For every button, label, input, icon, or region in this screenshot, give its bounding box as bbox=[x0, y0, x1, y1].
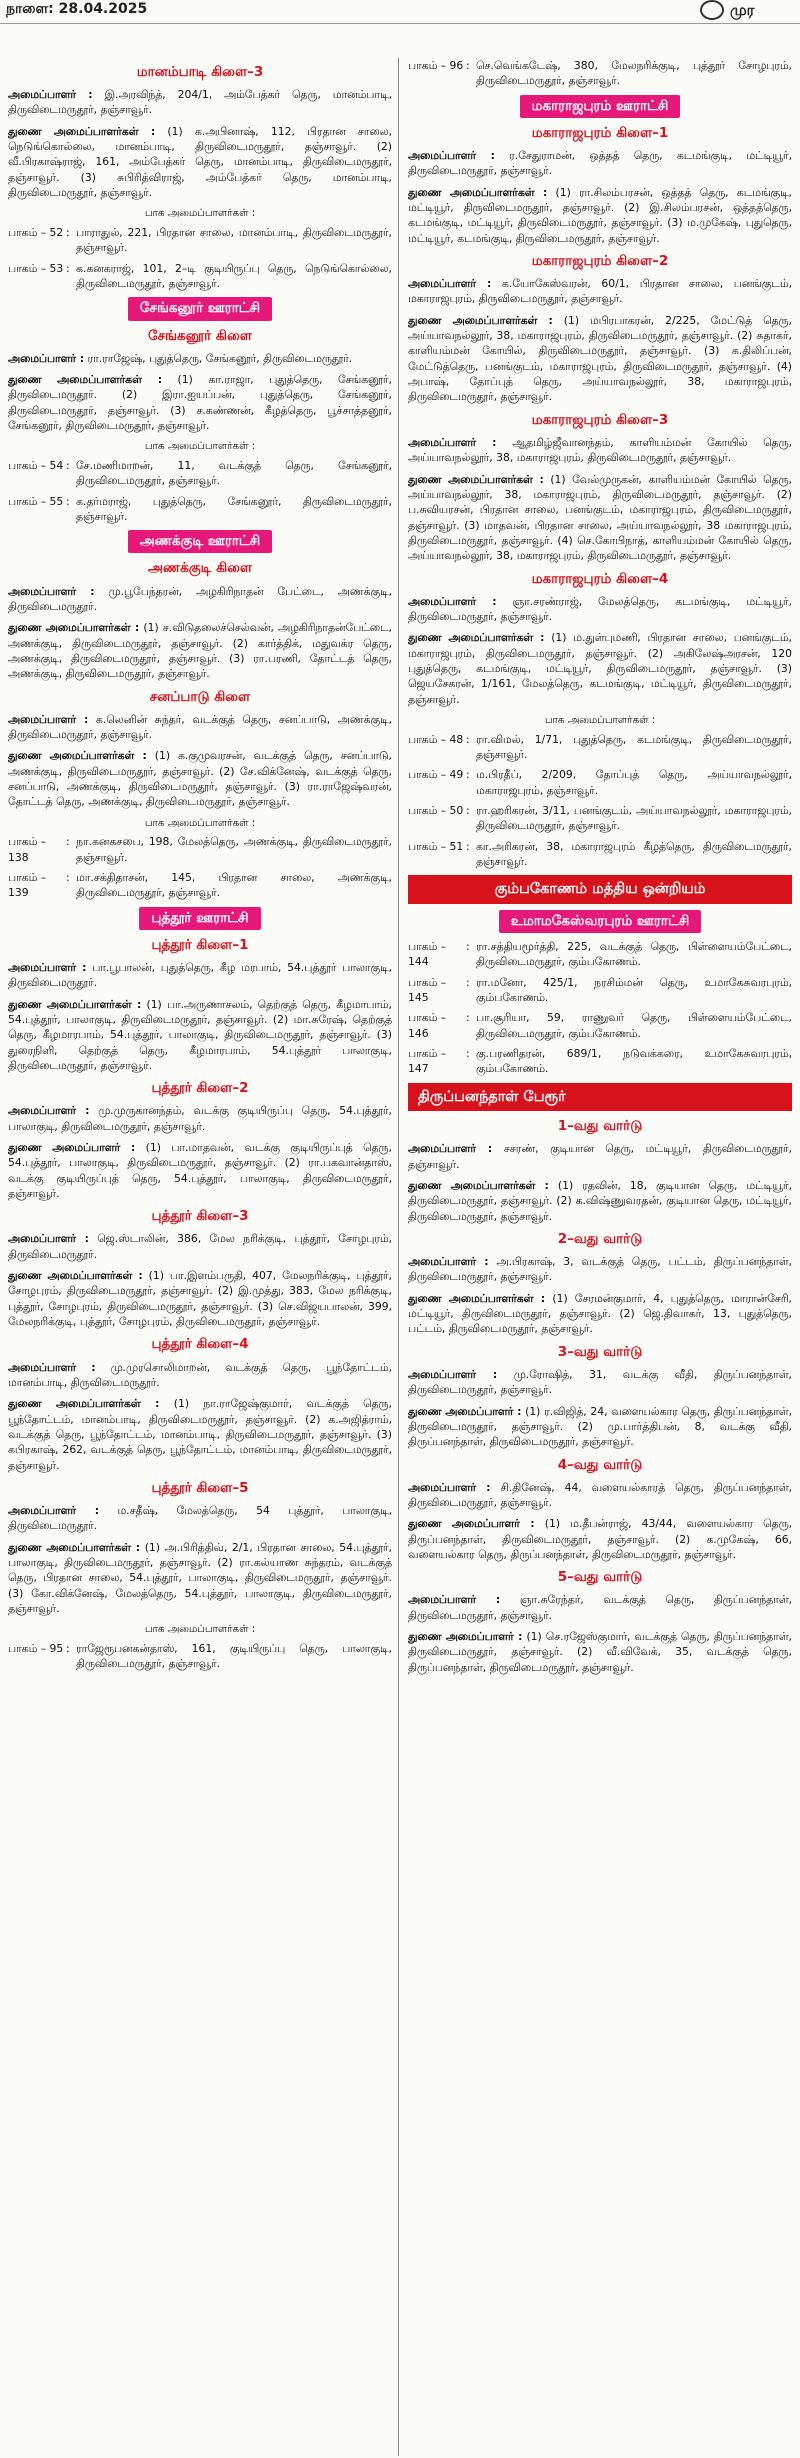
booth-row bbox=[408, 803, 792, 834]
branch-heading: புத்தூர் கிளை–4 bbox=[151, 1336, 249, 1353]
organizer-entry bbox=[408, 1404, 792, 1450]
role-label: அமைப்பாளர் : bbox=[8, 712, 89, 726]
organizer-entry bbox=[8, 997, 392, 1074]
booth-row bbox=[408, 975, 792, 1006]
organizer-entry bbox=[8, 1503, 392, 1534]
panchayat-heading-wrap bbox=[408, 910, 792, 933]
left-column bbox=[8, 58, 392, 2456]
booth-number: பாகம் – 96 bbox=[408, 59, 464, 72]
organizer-entry bbox=[8, 1231, 392, 1262]
booth-organizer-details: ம.பிரதீப், 2/209, தோப்புத் தெரு, அய்யாவநல்லூர், மகாராஜபுரம், தஞ்சாவூர். bbox=[476, 768, 792, 797]
role-label: துணை அமைப்பாளர்கள் : bbox=[8, 1540, 141, 1554]
organizer-details: (1) பா.இளம்பருதி, 407, மேலநரிக்குடி, புத்தூர், சோழபுரம், திருவிடைமருதூர், தஞ்சாவூர். (2) இ.முத்து, 383, மேல நரிக்குடி, புத்தூர், சோழபுரம், திருவிடைமருதூர், தஞ்சாவூர். (3) செ.விஜயபாலன், 399, மேலநரிக்குடி, புத்தூர், சோழபுரம், திருவிடைமருதூர், தஞ்சாவூர். bbox=[8, 1269, 392, 1329]
branch-heading: புத்தூர் கிளை–5 bbox=[151, 1479, 249, 1496]
booth-organizer-details: ரா.சத்தியமூர்த்தி, 225, வடக்குத் தெரு, பிள்ளையம்பேட்டை, திருவிடைமருதூர், கும்பகோணம். bbox=[476, 939, 792, 969]
organizer-details: பா.பூபாலன், புதுத்தெரு, கீழ மரபாம், 54.புத்தூர் பாலாகுடி, திருவிடைமருதூர். bbox=[8, 960, 392, 990]
branch-heading: 4–வது வார்டு bbox=[557, 1456, 643, 1473]
booth-row bbox=[408, 732, 792, 763]
organizer-details: (1) அ.பிரித்திவ், 2/1, பிரதான சாலை, 54.புத்தூர், பாலாகுடி, திருவிடைமருதூர், தஞ்சாவூர். (2) ரா.கல்யாண சுந்தரம், வடக்குத் தெரு, பிரதான சாலை, 54.புத்தூர், பாலாகுடி, திருவிடைமருதூர், தஞ்சாவூர். (3) கோ.விக்னேஷ், மேலத்தெரு, 54.புத்தூர், பாலாகுடி, திருவிடைமருதூர், தஞ்சாவூர். bbox=[8, 1540, 392, 1616]
booth-separator: : bbox=[466, 1011, 470, 1025]
booth-number: பாகம் – 147 bbox=[408, 1046, 447, 1076]
role-label: அமைப்பாளர் : bbox=[408, 435, 497, 449]
role-label: துணை அமைப்பாளர்கள் : bbox=[8, 1397, 160, 1411]
issue-date: நாளை: 28.04.2025 bbox=[6, 1, 148, 17]
organizer-details: சி.தினேஷ், 44, வளையல்காரத் தெரு, திருப்பனந்தாள், திருவிடைமருதூர், தஞ்சாவூர். bbox=[408, 1480, 792, 1509]
organizer-entry bbox=[8, 1396, 392, 1473]
panchayat-heading-wrap bbox=[8, 297, 392, 320]
organizer-entry bbox=[408, 1480, 792, 1511]
branch-heading: புத்தூர் கிளை–3 bbox=[151, 1208, 249, 1225]
organizer-entry bbox=[8, 620, 392, 681]
organizer-details: ர.சேதுராமன், ஒத்தத் தெரு, கடமங்குடி, மட்டியூர், திருவிடைமருதூர், தஞ்சாவூர். bbox=[408, 148, 792, 178]
role-label: அமைப்பாளர் : bbox=[408, 148, 495, 162]
organizer-entry bbox=[408, 1367, 792, 1398]
booth-row bbox=[8, 225, 392, 256]
booth-organizer-details: பாராதுல், 221, பிரதான சாலை, மானம்பாடி, திருவிடைமருதூர், தஞ்சாவூர். bbox=[76, 226, 392, 255]
booth-row bbox=[8, 261, 392, 292]
organizer-details: (1) பா.மாதவன், வடக்கு குடியிருப்புத் தெரு, 54.புத்தூர், பாலாகுடி, திருவிடைமருதூர், தஞ்சாவூர். (2) ரா.பகவான்தாஸ், வடக்கு குடியிருப்புத் தெரு, 54.புத்தூர், பாலாகுடி, திருவிடைமருதூர், தஞ்சாவூர். bbox=[8, 1141, 392, 1200]
booth-row bbox=[8, 870, 392, 901]
booth-row bbox=[8, 458, 392, 489]
role-label: அமைப்பாளர் : bbox=[408, 1367, 498, 1381]
booth-row bbox=[408, 939, 792, 970]
organizer-details: (1) நா.ராஜேஷ்குமார், வடக்குத் தெரு, பூந்தோட்டம், மானம்பாடி, திருவிடைமருதூர், தஞ்சாவூர். (2) க.அஜித்ராம், வடக்குத் தெரு, பூந்தோட்டம், மானம்பாடி, திருவிடைமருதூர், தஞ்சாவூர். (3) கபிரகாஷ், 262, வடக்குத் தெரு, பூந்தோட்டம், மானம்பாடி, திருவிடைமருதூர், தஞ்சாவூர். bbox=[8, 1397, 392, 1472]
organizer-entry bbox=[408, 1629, 792, 1675]
column-divider bbox=[398, 58, 399, 2456]
role-label: துணை அமைப்பாளர்கள் : bbox=[408, 313, 553, 327]
organizer-entry bbox=[408, 1178, 792, 1224]
booth-separator: : bbox=[466, 732, 470, 746]
role-label: அமைப்பாளர் : bbox=[408, 277, 492, 291]
booth-number: பாகம் – 48 bbox=[408, 732, 464, 746]
union-heading: கும்பகோணம் மத்திய ஒன்றியம் bbox=[408, 875, 792, 904]
branch-heading: 5–வது வார்டு bbox=[557, 1569, 643, 1586]
role-label: அமைப்பாளர் : bbox=[8, 1504, 100, 1518]
booth-organizer-details: கா.அரிகரன், 38, மகாராஜபுரம் கீழத்தெரு, திருவிடைமருதூர், தஞ்சாவூர். bbox=[476, 839, 792, 868]
organizer-entry bbox=[408, 1516, 792, 1562]
booth-organizer-details: ராஜேரூபனகன்தாஸ், 161, குடியிருப்பு தெரு, பாலாகுடி, திருவிடைமருதூர், தஞ்சாவூர். bbox=[76, 1641, 392, 1671]
organizer-details: (1) ரா.சிலம்பரசன், ஒத்தத் தெரு, கடமங்குடி, மட்டியூர், திருவிடைமருதூர், தஞ்சாவூர். (2) இ.சிலம்பரசன், ஒத்தத்தெரு, கடமங்குடி, மட்டியூர், திருவிடைமருதூர், தஞ்சாவூர். (3) ம.முகேஷ், புதுதெரு, மட்டியூர், கடமங்குடி, திருவிடைமருதூர், தஞ்சாவூர். bbox=[408, 185, 792, 245]
organizer-entry bbox=[408, 1141, 792, 1172]
role-label: துணை அமைப்பாளர்கள் : bbox=[8, 124, 156, 138]
organizer-entry bbox=[8, 1268, 392, 1329]
organizer-entry bbox=[8, 351, 392, 366]
panchayat-heading-wrap bbox=[8, 907, 392, 930]
role-label: அமைப்பாளர் : bbox=[8, 1360, 96, 1374]
booth-organizer-details: க.தர்மராஜ், புதுத்தெரு, சேங்கனூர், திருவிடைமருதூர், தஞ்சாவூர். bbox=[76, 494, 392, 523]
booth-organizers-subheading: பாக அமைப்பாளர்கள் : bbox=[544, 713, 656, 726]
booth-organizer-details: செ.வெங்கடேஷ், 380, மேலநரிக்குடி, புத்தூர் சோழபுரம், திருவிடைமருதூர், தஞ்சாவூர். bbox=[476, 59, 792, 88]
booth-row bbox=[408, 767, 792, 798]
newspaper-name: முர bbox=[730, 1, 755, 19]
role-label: அமைப்பாளர் : bbox=[8, 1104, 90, 1118]
branch-heading: 3–வது வார்டு bbox=[557, 1343, 643, 1360]
booth-row bbox=[408, 1046, 792, 1077]
organizer-details: (1) வேல்முருகன், காளியம்மன் கோயில் தெரு, அய்யாவநல்லூர், 38, மகாராஜபுரம், திருவிடைமருதூர், தஞ்சாவூர். (2) ப.சுவியரசன், பிரதான சாலை, பனங்குடம், மகாராஜபுரம், திருவிடைமருதூர், தஞ்சாவூர். (3) மாதவன், பிரதான சாலை, அய்யாவநல்லூர், 38 மகாராஜபுரம், திருவிடைமருதூர், தஞ்சாவூர். (4) செ.கோபிநாத், காளியம்மன் கோயில் தெரு, அய்யாவநல்லூர், 38, மகாராஜபுரம், திருவிடைமருதூர், தஞ்சாவூர். bbox=[408, 472, 792, 563]
role-label: துணை அமைப்பாளர்கள் : bbox=[408, 1291, 546, 1305]
booth-organizer-details: பா.சூரியா, 59, ராணுவர் தெரு, பிள்ளையம்பேட்டை, திருவிடைமருதூர், கும்பகோணம். bbox=[476, 1011, 792, 1040]
organizer-entry bbox=[408, 313, 792, 405]
booth-row bbox=[8, 1641, 392, 1672]
organizer-details: (1) ரதவின், 18, குடியான தெரு, மட்டியூர், திருவிடைமருதூர், தஞ்சாவூர். (2) க.விஷ்ணுவரதன், குடியான தெரு, மட்டியூர், திருவிடைமருதூர், தஞ்சாவூர். bbox=[408, 1178, 792, 1223]
organizer-entry bbox=[408, 472, 792, 564]
organizer-entry bbox=[8, 1103, 392, 1134]
organizer-entry bbox=[8, 960, 392, 991]
organizer-details: சசரண், குடியான தெரு, மட்டியூர், திருவிடைமருதூர், தஞ்சாவூர். bbox=[408, 1142, 792, 1171]
organizer-entry bbox=[408, 276, 792, 307]
booth-organizer-details: ரா.ஹரிகரன், 3/11, பனங்குடம், அய்யாவநல்லூர், மகாராஜபுரம், திருவிடைமருதூர், தஞ்சாவூர். bbox=[476, 803, 792, 833]
booth-row bbox=[8, 834, 392, 865]
organizer-details: (1) ம.துள்புமணி, பிரதான சாலை, பனங்குடம், மகாராஜபுரம், திருவிடைமருதூர், தஞ்சாவூர். (2) அகிலேஷ்அரசன், 120 புதுத்தெரு, கடமங்குடி, மட்டியூர், திருவிடைமருதூர், தஞ்சாவூர். (3) ஜெயசேகரன், 1/161, மேலத்தெரு, கடமங்குடி, மட்டியூர், திருவிடைமருதூர், தஞ்சாவூர். bbox=[408, 631, 792, 706]
role-label: அமைப்பாளர் : bbox=[8, 1232, 89, 1246]
booth-number: பாகம் – 144 bbox=[408, 939, 447, 969]
organizer-entry bbox=[8, 748, 392, 809]
booth-organizers-subheading: பாக அமைப்பாளர்கள் : bbox=[144, 1623, 256, 1636]
role-label: அமைப்பாளர் : bbox=[8, 960, 87, 974]
organizer-details: (1) ர.விஜித், 24, வளையல்கார தெரு, திருப்பனந்தாள், திருவிடைமருதூர், தஞ்சாவூர். (2) மு.பார்த்திபன், 8, வடக்கு வீதி, திருப்பனந்தாள், திருவிடைமருதூர், தஞ்சாவூர். bbox=[408, 1404, 792, 1449]
booth-separator: : bbox=[466, 768, 470, 782]
organizer-details: (1) ச.விடுதலைச்செல்வன், அழகிரிநாதன்பேட்டை, அணக்குடி, திருவிடைமருதூர், தஞ்சாவூர். (2) கார்த்திக், மதுவக்ர தெரு, அணக்குடி, திருவிடைமருதூர், தஞ்சாவூர். (3) ரா.பரணி, தோட்டத் தெரு, அணக்குடி, திருவிடைமருதூர், தஞ்சாவூர். bbox=[8, 621, 392, 681]
organizer-entry bbox=[408, 594, 792, 625]
panchayat-heading: உமாமகேஸ்வரபுரம் ஊராட்சி bbox=[499, 910, 702, 933]
organizer-details: (1) சேரமன்குமார், 4, புதுத்தெரு, மாரான்சேரி, மட்டியூர், திருவிடைமருதூர், தஞ்சாவூர். (2) ஜெ.திவாகர், 13, புதுத்தெரு, பட்டம், திருவிடைமருதூர், தஞ்சாவூர். bbox=[408, 1291, 792, 1336]
newspaper-logo-icon bbox=[700, 0, 724, 20]
booth-row bbox=[408, 839, 792, 870]
role-label: துணை அமைப்பாளர்கள் : bbox=[8, 621, 140, 635]
branch-heading: 1–வது வார்டு bbox=[557, 1118, 643, 1135]
booth-organizer-details: நா.கனகசபை, 198, மேலத்தெரு, அணக்குடி, திருவிடைமருதூர், தஞ்சாவூர். bbox=[76, 835, 392, 864]
booth-organizers-subheading: பாக அமைப்பாளர்கள் : bbox=[144, 816, 256, 829]
role-label: அமைப்பாளர் : bbox=[408, 1593, 501, 1607]
booth-number: பாகம் – 145 bbox=[408, 975, 447, 1004]
booth-separator: : bbox=[466, 939, 470, 953]
booth-separator: : bbox=[466, 839, 470, 853]
booth-organizer-details: மா.சக்திதாசன், 145, பிரதான சாலை, அணக்குடி, திருவிடைமருதூர், தஞ்சாவூர். bbox=[76, 870, 392, 900]
organizer-details: க.லெனின் சுந்தர், வடக்குத் தெரு, சனப்பாடு, அணக்குடி, திருவிடைமருதூர், தஞ்சாவூர். bbox=[8, 712, 392, 742]
booth-number: பாகம் – 55 bbox=[8, 494, 64, 508]
panchayat-heading: புத்தூர் ஊராட்சி bbox=[139, 907, 260, 930]
organizer-details: ரா.ராஜேஷ், புதுத்தெரு, சேங்கனூர், திருவிடைமருதூர். bbox=[84, 351, 353, 365]
organizer-details: (1) பா.அருணாசலம், தெற்குத் தெரு, கீழமாபாம், 54.புத்தூர், பாலாகுடி, திருவிடைமருதூர், தஞ்சாவூர். (2) மா.சுரேஷ், தெற்குத் தெரு, கீழமாரபாம், 54.புத்தூர், பாலாகுடி, திருவிடைமருதூர், தஞ்சாவூர். (3) துரைநிளி, தெற்குத் தெரு, கீழமாரபாம், 54.புத்தூர் பாலாகுடி, திருவிடைமருதூர், தஞ்சாவூர். bbox=[8, 997, 392, 1072]
role-label: அமைப்பாளர் : bbox=[408, 594, 497, 608]
booth-separator: : bbox=[66, 494, 70, 508]
organizer-entry bbox=[8, 87, 392, 118]
organizer-details: ஞா.சுரேந்தர், வடக்குத் தெரு, திருப்பனந்தாள், திருவிடைமருதூர், தஞ்சாவூர். bbox=[408, 1593, 792, 1622]
organizer-entry bbox=[408, 148, 792, 179]
role-label: துணை அமைப்பாளர்கள் : bbox=[8, 373, 163, 387]
booth-organizers-subheading: பாக அமைப்பாளர்கள் : bbox=[144, 207, 256, 220]
branch-heading: அணக்குடி கிளை bbox=[147, 560, 253, 577]
branch-heading: மகாராஜபுரம் கிளை–4 bbox=[531, 570, 669, 587]
role-label: துணை அமைப்பாளர் : bbox=[408, 1630, 523, 1644]
branch-heading: 2–வது வார்டு bbox=[557, 1230, 643, 1247]
panchayat-heading-wrap bbox=[8, 530, 392, 553]
booth-row bbox=[8, 494, 392, 525]
role-label: துணை அமைப்பாளர் : bbox=[408, 1517, 535, 1531]
panchayat-heading: மகாராஜபுரம் ஊராட்சி bbox=[520, 95, 681, 118]
organizer-entry bbox=[8, 124, 392, 201]
booth-separator: : bbox=[466, 59, 470, 72]
booth-separator: : bbox=[466, 1046, 470, 1060]
organizer-details: மு.பூபேந்தரன், அழகிரிநாதன் பேட்டை, அணக்குடி, திருவிடைமருதூர். bbox=[8, 584, 392, 613]
role-label: அமைப்பாளர் : bbox=[408, 1480, 491, 1494]
role-label: துணை அமைப்பாளர்கள் : bbox=[408, 1178, 549, 1192]
branch-heading: மகாராஜபுரம் கிளை–2 bbox=[531, 252, 669, 269]
role-label: துணை அமைப்பாளர் : bbox=[8, 1141, 136, 1154]
organizer-entry bbox=[408, 1254, 792, 1285]
booth-separator: : bbox=[66, 226, 70, 240]
booth-organizer-details: க.கனகராஜ், 101, 2–டி குடியிருப்பு தெரு, நெடுங்கொல்லை, திருவிடைமருதூர், தஞ்சாவூர். bbox=[76, 261, 392, 291]
organizer-details: (1) கா.ராஜா, புதுத்தெரு, சேங்கனூர், திருவிடைமருதூர். (2) இரா.ஐயப்பன், புதுத்தெரு, சேங்கனூர், திருவிடைமருதூர், தஞ்சாவூர். (3) ச.கண்ணன், கீழத்தெரு, பூச்சாத்தனூர், சேங்கனூர், திருவிடைமருதூர், தஞ்சாவூர். bbox=[8, 373, 392, 432]
organizer-details: (1) ம.தீபன்ராஜ், 43/44, வளையல்கார தெரு, திருப்பனந்தாள், திருவிடைமருதூர், தஞ்சாவூர். (2) க.முகேஷ், 66, வளையல்கார தெரு, திருப்பனந்தாள், திருவிடைமருதூர், தஞ்சாவூர். bbox=[408, 1517, 792, 1561]
organizer-details: ஞா.சரண்ராஜ், மேலத்தெரு, கடமங்குடி, மட்டியூர், திருவிடைமருதூர், தஞ்சாவூர். bbox=[408, 594, 792, 623]
organizer-entry bbox=[8, 1360, 392, 1391]
organizer-details: க.யோகேஸ்வரன், 60/1, பிரதான சாலை, பனங்குடம், மகாராஜபுரம், திருவிடைமருதூர், தஞ்சாவூர். bbox=[408, 277, 792, 306]
branch-heading: மகாராஜபுரம் கிளை–3 bbox=[531, 411, 669, 428]
booth-number: பாகம் – 51 bbox=[408, 839, 464, 853]
booth-number: பாகம் – 138 bbox=[8, 835, 47, 864]
booth-separator: : bbox=[66, 870, 70, 884]
branch-heading: சேங்கனூர் கிளை bbox=[148, 327, 252, 344]
booth-organizer-details: ரா.மனோ, 425/1, நரசிம்மன் தெரு, உமாகேசுவரபுரம், கும்பகோணம். bbox=[476, 975, 792, 1004]
right-column bbox=[408, 58, 792, 2456]
booth-separator: : bbox=[66, 835, 70, 849]
organizer-details: (1) மபிரபாகரன், 2/225, மேட்டுத் தெரு, அய்யாவநல்லூர், 38, மகாராஜபுரம், திருவிடைமருதூர், தஞ்சாவூர். (2) சுதாகர், காளியம்மன் கோயில், திருவிடைமருதூர், தஞ்சாவூர். (3) க.திலிப்பன், மேட்டுத்தெரு, பனங்குடம், மகாராஜபுரம், திருவிடைமருதூர், தஞ்சாவூர். (4) அபாஷ், தோப்புத் தெரு, அய்யாவநல்லூர், 38, மகாராஜபுரம், திருவிடைமருதூர், தஞ்சாவூர். bbox=[408, 313, 792, 404]
role-label: அமைப்பாளர் : bbox=[8, 584, 95, 598]
booth-row bbox=[408, 58, 792, 89]
masthead bbox=[0, 0, 800, 24]
booth-organizers-subheading: பாக அமைப்பாளர்கள் : bbox=[144, 440, 256, 453]
role-label: துணை அமைப்பாளர்கள் : bbox=[408, 631, 545, 645]
role-label: அமைப்பாளர் : bbox=[408, 1255, 489, 1269]
booth-number: பாகம் – 146 bbox=[408, 1011, 447, 1040]
role-label: அமைப்பாளர் : bbox=[8, 351, 85, 365]
booth-separator: : bbox=[66, 261, 70, 275]
organizer-entry bbox=[408, 1592, 792, 1623]
organizer-entry bbox=[408, 1291, 792, 1337]
organizer-details: மு.முருகானந்தம், வடக்கு குடியிருப்பு தெரு, 54.புத்தூர், பாலாகுடி, திருவிடைமருதூர், தஞ்சாவூர். bbox=[8, 1104, 392, 1133]
panchayat-heading: சேங்கனூர் ஊராட்சி bbox=[128, 297, 272, 320]
organizer-entry bbox=[408, 630, 792, 707]
organizer-details: (1) செ.ரஜேஸ்குமார், வடக்குத் தெரு, திருப்பனந்தாள், திருவிடைமருதூர், தஞ்சாவூர். (2) வீ.விவேக், 35, வடக்குத் தெரு, திருப்பனந்தாள், திருவிடைமருதூர், தஞ்சாவூர். bbox=[408, 1630, 792, 1674]
panchayat-heading: அணக்குடி ஊராட்சி bbox=[128, 530, 273, 553]
booth-number: பாகம் – 139 bbox=[8, 870, 47, 900]
booth-number: பாகம் – 50 bbox=[408, 803, 464, 817]
organizer-details: மு.ரோஷித், 31, வடக்கு வீதி, திருப்பனந்தாள், திருவிடைமருதூர், தஞ்சாவூர். bbox=[408, 1367, 792, 1397]
organizer-details: ம.சதீஷ், மேலத்தெரு, 54 புத்தூர், பாலாகுடி, திருவிடைமருதூர். bbox=[8, 1504, 392, 1533]
panchayat-heading-wrap bbox=[408, 95, 792, 118]
organizer-details: மு.முரசொலிமாறன், வடக்குத் தெரு, பூந்தோட்டம், மானம்பாடி, திருவிடைமருதூர். bbox=[8, 1360, 392, 1389]
branch-heading: புத்தூர் கிளை–1 bbox=[151, 936, 249, 953]
booth-organizer-details: கு.பரணிதரன், 689/1, நடுவக்கரை, உமாகேசுவரபுரம், கும்பகோணம். bbox=[476, 1046, 792, 1076]
organizer-entry bbox=[408, 435, 792, 466]
booth-separator: : bbox=[66, 458, 70, 472]
organizer-details: இ.அரவிந்த், 204/1, அம்பேத்கர் தெரு, மானம்பாடி, திருவிடைமருதூர், தஞ்சாவூர். bbox=[8, 88, 392, 117]
organizer-entry bbox=[8, 372, 392, 433]
organizer-details: ஜெ.ஸ்டாலின், 386, மேல நரிக்குடி, புத்தூர், சோழபுரம், திருவிடைமருதூர். bbox=[8, 1232, 392, 1261]
role-label: துணை அமைப்பாளர்கள் : bbox=[8, 997, 142, 1011]
booth-number: பாகம் – 53 bbox=[8, 261, 64, 275]
role-label: துணை அமைப்பாளர் : bbox=[408, 1404, 522, 1418]
booth-number: பாகம் – 54 bbox=[8, 458, 64, 472]
organizer-entry bbox=[8, 584, 392, 615]
organizer-entry bbox=[8, 1140, 392, 1201]
booth-number: பாகம் – 95 bbox=[8, 1641, 64, 1655]
role-label: அமைப்பாளர் : bbox=[8, 88, 93, 102]
organizer-details: ஆதமிழ்ஜீவானந்தம், காளியம்மன் கோயில் தெரு, அய்யாவநல்லூர், 38, மகாராஜபுரம், திருவிடைமருதூர், தஞ்சாவூர். bbox=[408, 435, 792, 465]
town-heading: திருப்பனந்தாள் பேரூர் bbox=[408, 1083, 792, 1112]
organizer-details: அ.பிரகாஷ், 3, வடக்குத் தெரு, பட்டம், திருப்பனந்தாள், திருவிடைமருதூர், தஞ்சாவூர். bbox=[408, 1255, 792, 1284]
role-label: துணை அமைப்பாளர்கள் : bbox=[408, 185, 548, 199]
booth-row bbox=[408, 1010, 792, 1041]
booth-number: பாகம் – 52 bbox=[8, 226, 64, 240]
booth-organizer-details: ரா.விமல், 1/71, புதுத்தெரு, கடமங்குடி, திருவிடைமருதூர், தஞ்சாவூர். bbox=[476, 732, 792, 761]
branch-heading: சனப்பாடு கிளை bbox=[149, 688, 251, 705]
role-label: துணை அமைப்பாளர்கள் : bbox=[8, 749, 147, 763]
organizer-entry bbox=[408, 185, 792, 246]
branch-heading: புத்தூர் கிளை–2 bbox=[151, 1080, 249, 1097]
role-label: அமைப்பாளர் : bbox=[408, 1142, 493, 1156]
organizer-entry bbox=[8, 712, 392, 743]
organizer-entry bbox=[8, 1540, 392, 1617]
booth-organizer-details: சே.மணிமாறன், 11, வடக்குத் தெரு, சேங்கனூர், திருவிடைமருதூர், தஞ்சாவூர். bbox=[76, 458, 392, 488]
branch-heading: மகாராஜபுரம் கிளை–1 bbox=[531, 124, 669, 141]
organizer-details: (1) க.அபினாஷ், 112, பிரதான சாலை, நெடுங்கொல்லை, மானம்பாடி, திருவிடைமருதூர், தஞ்சாவூர். (2) வீ.பிரகாஷ்ராஜ், 161, அம்பேத்கர் தெரு, மானம்பாடி, திருவிடைமருதூர், தஞ்சாவூர். (3) சுபிரித்விராஜ், அம்பேத்கர் தெரு, மானம்பாடி, திருவிடைமருதூர், தஞ்சாவூர். bbox=[8, 124, 392, 200]
booth-separator: : bbox=[466, 975, 470, 989]
booth-separator: : bbox=[66, 1641, 70, 1655]
role-label: துணை அமைப்பாளர்கள் : bbox=[408, 472, 544, 486]
role-label: துணை அமைப்பாளர்கள் : bbox=[8, 1269, 143, 1283]
booth-number: பாகம் – 49 bbox=[408, 768, 464, 782]
branch-heading: மானம்பாடி கிளை–3 bbox=[136, 64, 264, 80]
booth-separator: : bbox=[466, 803, 470, 817]
organizer-details: (1) க.குமுவரசன், வடக்குத் தெரு, சனப்பாடு, அணக்குடி, திருவிடைமருதூர், தஞ்சாவூர். (2) சே.விக்னேஷ், வடக்குத் தெரு, சனப்பாடு, அணக்குடி, திருவிடைமருதூர், தஞ்சாவூர். (3) ரா.ராஜேஷ்வரன், தோட்டத் தெரு, அணக்குடி, திருவிடைமருதூர், தஞ்சாவூர். bbox=[8, 749, 392, 809]
